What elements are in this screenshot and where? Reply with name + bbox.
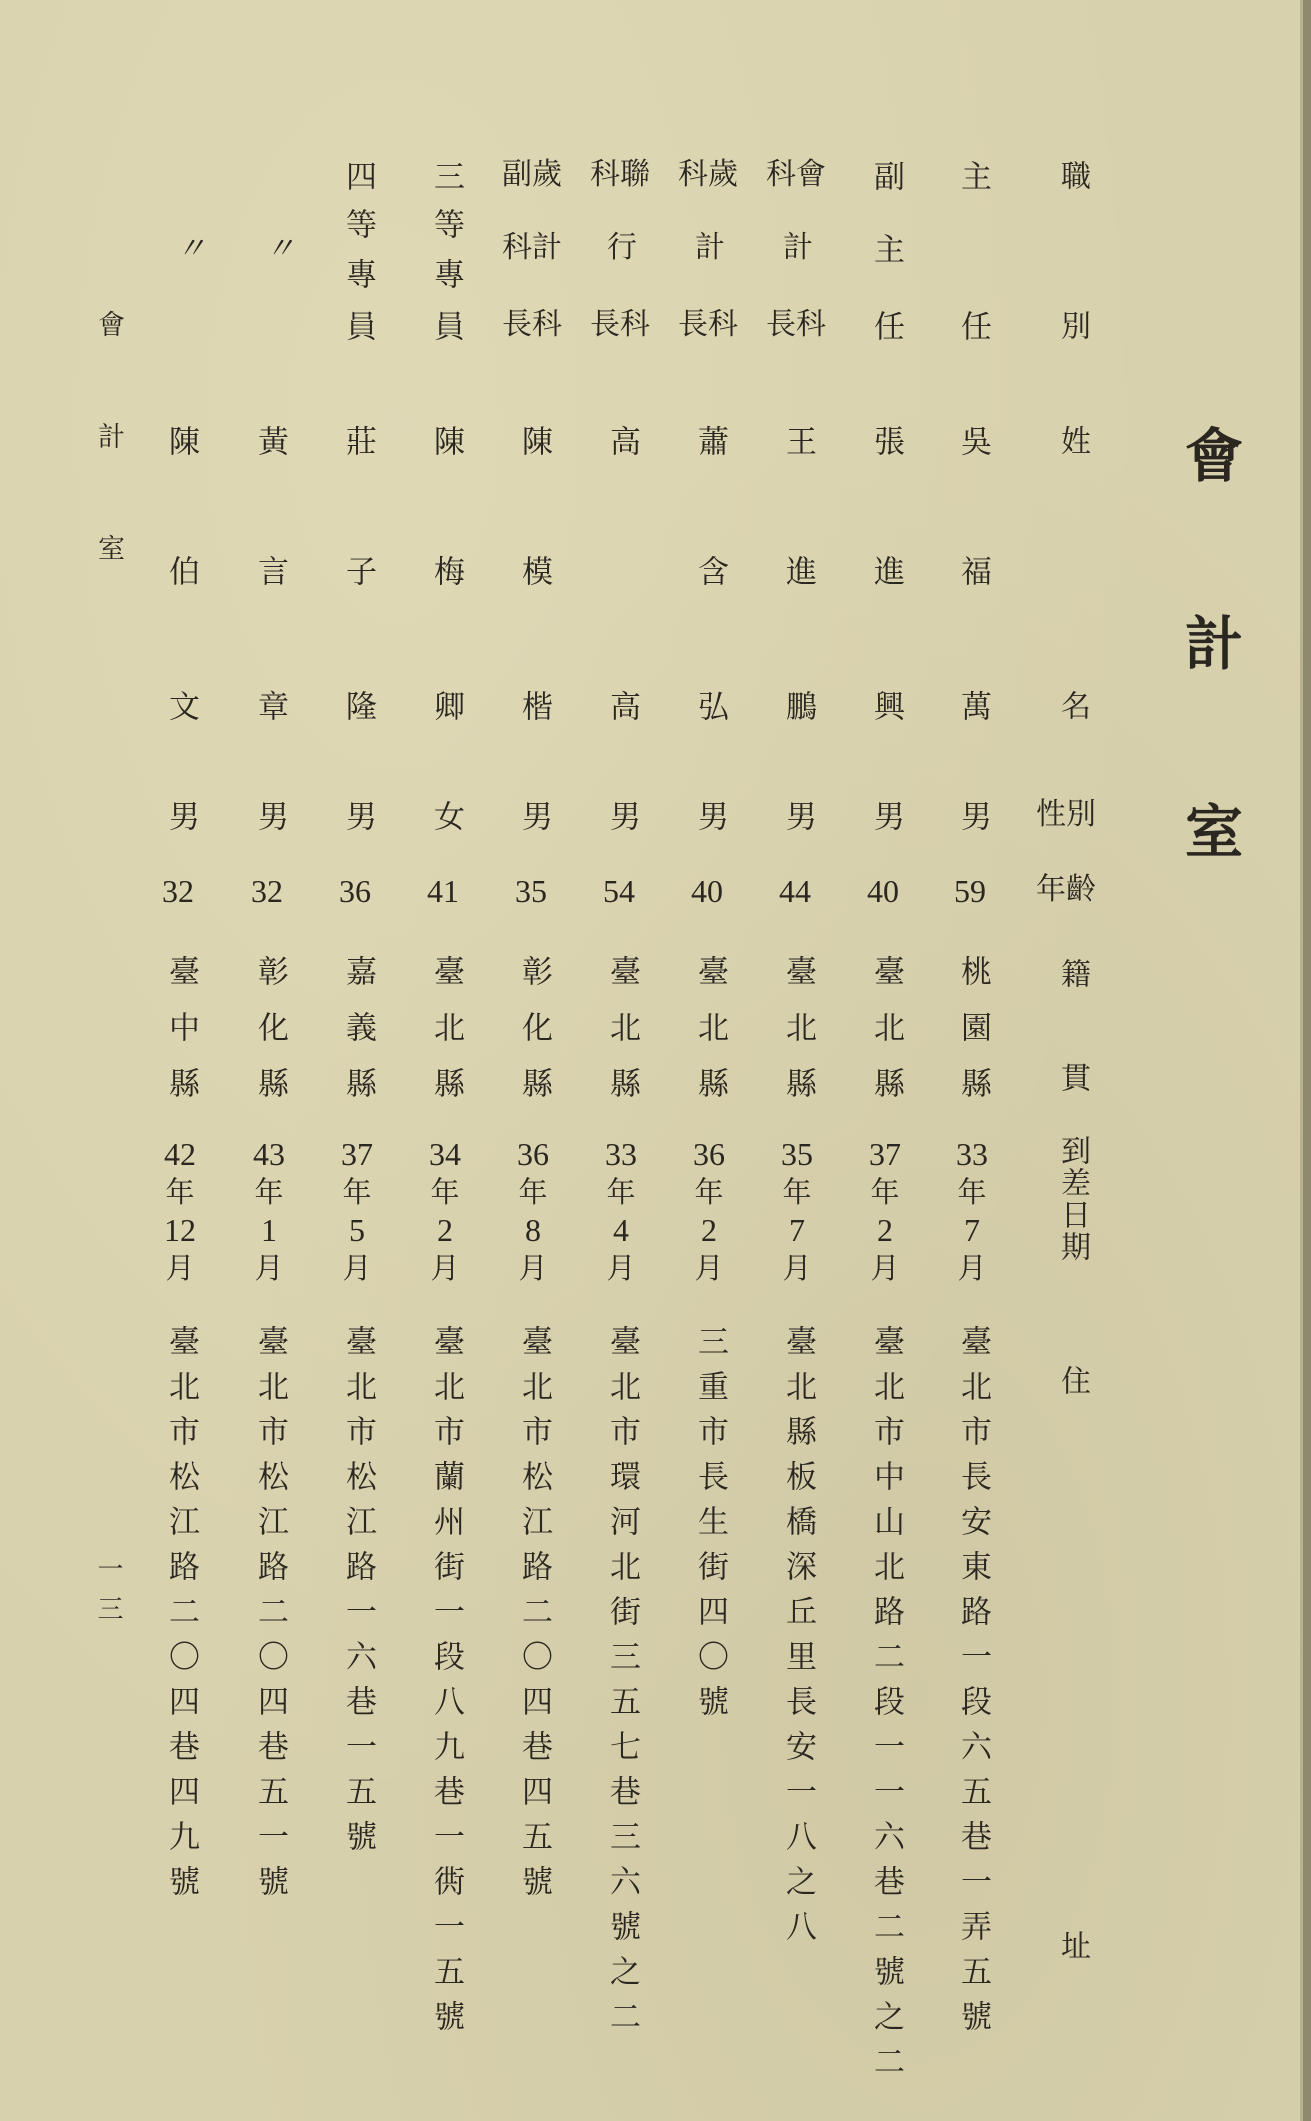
header-native-2: 貫 — [1055, 1062, 1090, 1092]
given-name-1: 進 — [868, 555, 904, 586]
month-unit: 月 — [957, 1251, 987, 1285]
age: 54 — [603, 873, 635, 909]
position-line-1: 科歲 — [678, 157, 738, 192]
arrival-month: 1 — [261, 1212, 277, 1248]
address: 三重市長生街四〇號 — [692, 1325, 728, 1730]
position-line-1: 科聯 — [590, 157, 650, 192]
year-unit: 年 — [430, 1175, 460, 1209]
surname: 高 — [604, 425, 640, 456]
surname: 黃 — [252, 425, 288, 456]
arrival-month: 2 — [437, 1212, 453, 1248]
given-name-2: 文 — [163, 690, 199, 721]
arrival-month: 2 — [877, 1212, 893, 1248]
position-char: 員 — [340, 310, 376, 341]
address: 臺北市中山北路二段一一六巷二號之二 — [868, 1325, 904, 2090]
month-unit: 月 — [606, 1251, 636, 1285]
year-unit: 年 — [254, 1175, 284, 1209]
surname: 蕭 — [692, 425, 728, 456]
native-place: 臺北縣 — [868, 955, 904, 1123]
position-char: 等 — [428, 208, 464, 239]
position-line-2: 行 — [607, 230, 637, 265]
year-unit: 年 — [782, 1175, 812, 1209]
given-name-1: 伯 — [163, 555, 199, 586]
given-name-2: 高 — [604, 690, 640, 721]
year-unit: 年 — [606, 1175, 636, 1209]
age: 36 — [339, 873, 371, 909]
year-unit: 年 — [342, 1175, 372, 1209]
arrival-year: 37 — [869, 1136, 901, 1172]
sex: 男 — [516, 800, 552, 831]
position-char: 四 — [340, 160, 376, 191]
age: 40 — [867, 873, 899, 909]
position-char: 等 — [340, 208, 376, 239]
native-place: 臺北縣 — [428, 955, 464, 1123]
header-native-1: 籍 — [1055, 958, 1090, 988]
position-line-3: 長科 — [502, 307, 562, 342]
ditto-mark: 〃 — [170, 232, 205, 262]
sex: 男 — [340, 800, 376, 831]
running-header: 會計室 — [93, 310, 124, 646]
arrival-date — [332, 1135, 382, 1287]
position-char: 專 — [340, 258, 376, 289]
sex: 男 — [252, 800, 288, 831]
arrival-year: 36 — [517, 1136, 549, 1172]
month-unit: 月 — [694, 1251, 724, 1285]
native-place: 嘉義縣 — [340, 955, 376, 1123]
address: 臺北市松江路二〇四巷五一號 — [252, 1325, 288, 1910]
given-name-1: 言 — [252, 555, 288, 586]
surname: 陳 — [516, 425, 552, 456]
header-position-1: 職 — [1055, 160, 1090, 190]
year-unit: 年 — [957, 1175, 987, 1209]
given-name-2: 卿 — [428, 690, 464, 721]
arrival-month: 12 — [164, 1212, 196, 1248]
arrival-month: 2 — [701, 1212, 717, 1248]
position-line-3: 長科 — [766, 307, 826, 342]
sex: 男 — [868, 800, 904, 831]
position-char: 副 — [868, 160, 904, 191]
age: 35 — [515, 873, 547, 909]
native-place: 臺北縣 — [780, 955, 816, 1123]
sex: 男 — [604, 800, 640, 831]
month-unit: 月 — [342, 1251, 372, 1285]
address: 臺北市環河北街三五七巷三六號之二 — [604, 1325, 640, 2045]
sex: 男 — [692, 800, 728, 831]
sex: 男 — [780, 800, 816, 831]
arrival-date — [155, 1135, 205, 1287]
arrival-date — [596, 1135, 646, 1287]
position-char: 任 — [955, 310, 991, 341]
given-name-2: 章 — [252, 690, 288, 721]
arrival-year: 35 — [781, 1136, 813, 1172]
header-position-2: 別 — [1055, 310, 1090, 340]
given-name-2: 楷 — [516, 690, 552, 721]
arrival-date — [684, 1135, 734, 1287]
native-place: 臺中縣 — [163, 955, 199, 1123]
header-age: 年齡 — [1036, 872, 1096, 907]
position-line-1: 科會 — [766, 157, 826, 192]
month-unit: 月 — [254, 1251, 284, 1285]
given-name-2: 萬 — [955, 690, 991, 721]
address: 臺北市長安東路一段六五巷一弄五號 — [955, 1325, 991, 2045]
month-unit: 月 — [870, 1251, 900, 1285]
header-given-name: 名 — [1055, 690, 1090, 720]
age: 44 — [779, 873, 811, 909]
header-sex: 性別 — [1036, 797, 1096, 832]
arrival-month: 5 — [349, 1212, 365, 1248]
sex: 男 — [955, 800, 991, 831]
age: 41 — [427, 873, 459, 909]
given-name-2: 弘 — [692, 690, 728, 721]
surname: 莊 — [340, 425, 376, 456]
given-name-1: 福 — [955, 555, 991, 586]
month-unit: 月 — [782, 1251, 812, 1285]
arrival-year: 42 — [164, 1136, 196, 1172]
position-line-2: 計 — [783, 230, 813, 265]
surname: 王 — [780, 425, 816, 456]
arrival-date — [947, 1135, 997, 1287]
position-char: 主 — [868, 233, 904, 264]
age: 32 — [162, 873, 194, 909]
arrival-date — [772, 1135, 822, 1287]
given-name-1: 子 — [340, 555, 376, 586]
arrival-year: 33 — [605, 1136, 637, 1172]
native-place: 彰化縣 — [516, 955, 552, 1123]
position-char: 任 — [868, 310, 904, 341]
given-name-1: 梅 — [428, 555, 464, 586]
arrival-date — [244, 1135, 294, 1287]
given-name-1: 含 — [692, 555, 728, 586]
ditto-mark: 〃 — [259, 232, 294, 262]
address: 臺北市松江路二〇四巷四五號 — [516, 1325, 552, 1910]
arrival-year: 43 — [253, 1136, 285, 1172]
header-surname: 姓 — [1055, 425, 1090, 455]
arrival-month: 7 — [789, 1212, 805, 1248]
given-name-2: 鵬 — [780, 690, 816, 721]
arrival-month: 4 — [613, 1212, 629, 1248]
header-address-2: 址 — [1055, 1930, 1090, 1960]
page-title: 會計室 — [1175, 425, 1243, 989]
native-place: 臺北縣 — [692, 955, 728, 1123]
year-unit: 年 — [870, 1175, 900, 1209]
arrival-date — [420, 1135, 470, 1287]
year-unit: 年 — [518, 1175, 548, 1209]
given-name-1: 模 — [516, 555, 552, 586]
position-char: 主 — [955, 160, 991, 191]
surname: 吳 — [955, 425, 991, 456]
arrival-year: 33 — [956, 1136, 988, 1172]
month-unit: 月 — [430, 1251, 460, 1285]
surname: 陳 — [163, 425, 199, 456]
native-place: 桃園縣 — [955, 955, 991, 1123]
arrival-month: 8 — [525, 1212, 541, 1248]
native-place: 彰化縣 — [252, 955, 288, 1123]
given-name-2: 隆 — [340, 690, 376, 721]
age: 40 — [691, 873, 723, 909]
sex: 女 — [428, 800, 464, 831]
age: 59 — [954, 873, 986, 909]
address: 臺北市松江路一六巷一五號 — [340, 1325, 376, 1865]
given-name-1: 進 — [780, 555, 816, 586]
position-char: 三 — [428, 160, 464, 191]
arrival-date — [860, 1135, 910, 1287]
arrival-year: 36 — [693, 1136, 725, 1172]
position-char: 員 — [428, 310, 464, 341]
position-char: 專 — [428, 258, 464, 289]
page-edge — [1303, 0, 1311, 2121]
address: 臺北縣板橋深丘里長安一八之八 — [780, 1325, 816, 1955]
sex: 男 — [163, 800, 199, 831]
age: 32 — [251, 873, 283, 909]
position-line-1: 副歲 — [502, 157, 562, 192]
position-line-2: 科計 — [502, 230, 562, 265]
native-place: 臺北縣 — [604, 955, 640, 1123]
given-name-2: 興 — [868, 690, 904, 721]
position-line-3: 長科 — [678, 307, 738, 342]
position-line-2: 計 — [695, 230, 725, 265]
surname: 張 — [868, 425, 904, 456]
arrival-year: 34 — [429, 1136, 461, 1172]
month-unit: 月 — [518, 1251, 548, 1285]
year-unit: 年 — [694, 1175, 724, 1209]
page-number: 一三 — [93, 1555, 123, 1635]
arrival-month: 7 — [964, 1212, 980, 1248]
arrival-year: 37 — [341, 1136, 373, 1172]
year-unit: 年 — [165, 1175, 195, 1209]
arrival-date — [508, 1135, 558, 1287]
month-unit: 月 — [165, 1251, 195, 1285]
address: 臺北市蘭州街一段八九巷一衖一五號 — [428, 1325, 464, 2045]
header-arrival-date: 到差日期 — [1055, 1135, 1090, 1263]
position-line-3: 長科 — [590, 307, 650, 342]
surname: 陳 — [428, 425, 464, 456]
header-address-1: 住 — [1055, 1365, 1090, 1395]
address: 臺北市松江路二〇四巷四九號 — [163, 1325, 199, 1910]
